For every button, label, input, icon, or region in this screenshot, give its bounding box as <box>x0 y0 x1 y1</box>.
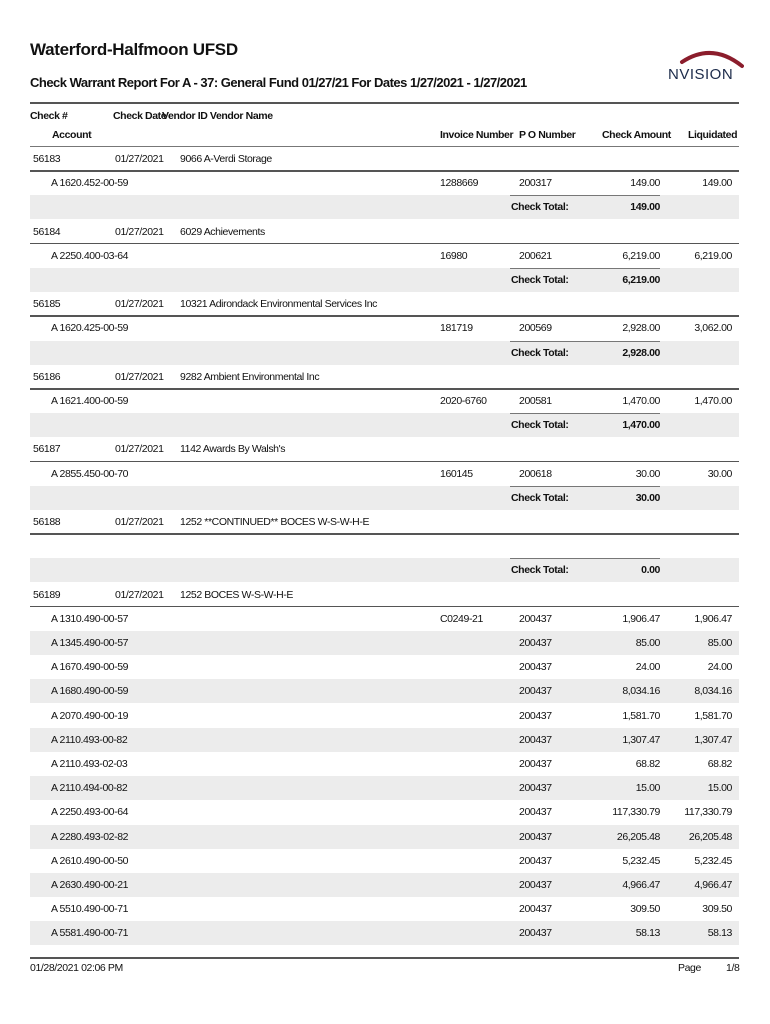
account-line-row <box>30 679 739 703</box>
account-line-row <box>30 873 739 897</box>
account-code: A 1621.400-00-59 <box>51 395 129 407</box>
po-number: 200618 <box>519 467 552 480</box>
check-total-amount: 0.00 <box>641 564 660 577</box>
liquidated-amount: 8,034.16 <box>694 685 732 698</box>
po-number: 200437 <box>519 612 552 625</box>
po-number: 200437 <box>519 709 552 722</box>
po-number: 200437 <box>519 685 552 698</box>
check-total-label: Check Total: <box>511 419 569 432</box>
check-total-row <box>30 341 739 365</box>
account-code: A 2070.490-00-19 <box>51 709 129 722</box>
check-date: 01/27/2021 <box>115 516 164 528</box>
liquidated-amount: 24.00 <box>707 661 732 674</box>
total-underline <box>510 195 660 196</box>
liquidated-amount: 26,205.48 <box>688 830 732 843</box>
check-total-label: Check Total: <box>511 491 569 504</box>
print-timestamp: 01/28/2021 02:06 PM <box>30 962 123 974</box>
check-amount: 68.82 <box>635 758 660 770</box>
col-header-po: P O Number <box>519 129 576 141</box>
col-header-vendor: Vendor ID Vendor Name <box>162 110 273 122</box>
invoice-number: 1288669 <box>440 177 479 190</box>
po-number: 200317 <box>519 177 552 190</box>
check-total-row <box>30 195 739 219</box>
check-amount: 58.13 <box>635 927 660 940</box>
liquidated-amount: 4,966.47 <box>694 879 732 891</box>
check-amount: 4,966.47 <box>622 879 660 891</box>
check-header-row <box>30 365 739 389</box>
liquidated-amount: 1,307.47 <box>694 733 732 746</box>
check-total-amount: 30.00 <box>635 491 660 504</box>
vendor-name: 10321 Adirondack Environmental Services Inc <box>180 298 378 311</box>
account-line-row <box>30 607 739 631</box>
po-number: 200437 <box>519 733 552 746</box>
account-line-row <box>30 752 739 776</box>
col-header-check-date: Check Date <box>113 110 167 122</box>
account-code: A 1310.490-00-57 <box>51 612 129 625</box>
check-amount: 24.00 <box>635 661 660 674</box>
logo-wordmark: NVISION <box>668 66 734 83</box>
liquidated-amount: 1,470.00 <box>694 395 732 407</box>
check-number: 56184 <box>33 225 61 238</box>
po-number: 200581 <box>519 395 552 407</box>
account-line-row <box>30 800 739 824</box>
po-number: 200437 <box>519 637 552 649</box>
check-total-amount: 6,219.00 <box>622 274 660 286</box>
account-line-row <box>30 655 739 679</box>
check-total-label: Check Total: <box>511 564 569 577</box>
check-amount: 85.00 <box>635 637 660 649</box>
check-amount: 5,232.45 <box>622 854 660 867</box>
check-amount: 6,219.00 <box>622 249 660 262</box>
check-total-row <box>30 486 739 510</box>
check-amount: 1,581.70 <box>622 709 660 722</box>
liquidated-amount: 68.82 <box>707 758 732 770</box>
account-code: A 1620.452-00-59 <box>51 177 129 190</box>
col-header-liquidated: Liquidated <box>688 129 738 141</box>
check-total-label: Check Total: <box>511 201 569 214</box>
account-line-row <box>30 897 739 921</box>
liquidated-amount: 1,581.70 <box>694 709 732 722</box>
vendor-name: 1142 Awards By Walsh's <box>180 443 286 456</box>
check-date: 01/27/2021 <box>115 443 164 456</box>
account-line-row <box>30 631 739 655</box>
page-number: 1/8 <box>726 962 740 974</box>
vendor-name: 9066 A-Verdi Storage <box>180 153 272 165</box>
liquidated-amount: 5,232.45 <box>694 854 732 867</box>
check-header-row <box>30 147 739 171</box>
account-code: A 5510.490-00-71 <box>51 903 129 916</box>
check-total-amount: 2,928.00 <box>622 346 660 359</box>
account-code: A 2630.490-00-21 <box>51 879 129 891</box>
check-amount: 2,928.00 <box>622 322 660 335</box>
check-date: 01/27/2021 <box>115 298 164 311</box>
total-underline <box>510 558 660 559</box>
invoice-number: 160145 <box>440 467 473 480</box>
total-underline <box>510 413 660 414</box>
check-header-row <box>30 292 739 316</box>
check-amount: 8,034.16 <box>622 685 660 698</box>
po-number: 200621 <box>519 249 552 262</box>
check-date: 01/27/2021 <box>115 225 164 238</box>
account-code: A 2110.493-00-82 <box>51 733 128 746</box>
check-number: 56183 <box>33 153 61 165</box>
check-amount: 30.00 <box>635 467 660 480</box>
account-line-row <box>30 316 739 340</box>
liquidated-amount: 117,330.79 <box>684 806 732 819</box>
po-number: 200437 <box>519 782 552 795</box>
col-header-check: Check # <box>30 110 68 122</box>
check-number: 56188 <box>33 516 61 528</box>
col-header-check-amount: Check Amount <box>602 129 671 141</box>
check-total-row <box>30 268 739 292</box>
check-header-row <box>30 437 739 461</box>
account-line-row <box>30 849 739 873</box>
vendor-name: 1252 **CONTINUED** BOCES W-S-W-H-E <box>180 516 370 528</box>
liquidated-amount: 6,219.00 <box>694 249 732 262</box>
check-total-label: Check Total: <box>511 346 569 359</box>
account-line-row <box>30 704 739 728</box>
check-amount: 1,307.47 <box>622 733 660 746</box>
vendor-name: 1252 BOCES W-S-W-H-E <box>180 588 293 601</box>
account-code: A 1345.490-00-57 <box>51 637 129 649</box>
liquidated-amount: 58.13 <box>707 927 732 940</box>
account-code: A 1670.490-00-59 <box>51 661 129 674</box>
col-header-invoice: Invoice Number <box>440 129 514 141</box>
account-code: A 2280.493-02-82 <box>51 830 129 843</box>
vendor-name: 6029 Achievements <box>180 225 265 238</box>
account-line-row <box>30 389 739 413</box>
nvision-logo <box>664 46 744 86</box>
total-underline <box>510 486 660 487</box>
check-date: 01/27/2021 <box>115 588 164 601</box>
account-code: A 5581.490-00-71 <box>51 927 129 940</box>
account-code: A 2110.494-00-82 <box>51 782 128 795</box>
account-code: A 2855.450-00-70 <box>51 467 129 480</box>
liquidated-amount: 1,906.47 <box>694 612 732 625</box>
account-code: A 2250.400-03-64 <box>51 249 129 262</box>
report-subtitle: Check Warrant Report For A - 37: General Fund 01/27/21 For Dates 1/27/2021 - 1/27/2021 <box>30 75 527 90</box>
po-number: 200569 <box>519 322 552 335</box>
check-amount: 117,330.79 <box>612 806 660 819</box>
header-divider <box>30 102 739 104</box>
check-amount: 149.00 <box>630 177 660 190</box>
account-line-row <box>30 776 739 800</box>
check-total-amount: 1,470.00 <box>622 419 660 432</box>
liquidated-amount: 85.00 <box>707 637 732 649</box>
account-code: A 1620.425-00-59 <box>51 322 129 335</box>
check-total-amount: 149.00 <box>630 201 660 214</box>
invoice-number: 16980 <box>440 249 468 262</box>
check-amount: 309.50 <box>630 903 660 916</box>
check-amount: 15.00 <box>635 782 660 795</box>
po-number: 200437 <box>519 830 552 843</box>
liquidated-amount: 309.50 <box>702 903 732 916</box>
po-number: 200437 <box>519 758 552 770</box>
account-line-row <box>30 921 739 945</box>
vendor-name: 9282 Ambient Environmental Inc <box>180 370 320 383</box>
liquidated-amount: 149.00 <box>702 177 732 190</box>
account-code: A 2250.493-00-64 <box>51 806 129 819</box>
check-header-row <box>30 583 739 607</box>
check-date: 01/27/2021 <box>115 370 164 383</box>
account-code: A 2110.493-02-03 <box>51 758 128 770</box>
account-line-row <box>30 244 739 268</box>
page-label: Page <box>678 962 701 974</box>
account-code: A 1680.490-00-59 <box>51 685 129 698</box>
total-underline <box>510 341 660 342</box>
check-total-row <box>30 558 739 582</box>
check-header-row <box>30 510 739 534</box>
check-divider <box>30 533 739 535</box>
account-code: A 2610.490-00-50 <box>51 854 129 867</box>
report-district-title: Waterford-Halfmoon UFSD <box>30 40 238 59</box>
check-number: 56186 <box>33 370 61 383</box>
invoice-number: 181719 <box>440 322 473 335</box>
logo-swoosh <box>682 53 742 66</box>
account-line-row <box>30 728 739 752</box>
check-number: 56185 <box>33 298 61 311</box>
liquidated-amount: 3,062.00 <box>694 322 732 335</box>
po-number: 200437 <box>519 927 552 940</box>
col-header-account: Account <box>52 129 92 141</box>
check-total-row <box>30 413 739 437</box>
po-number: 200437 <box>519 879 552 891</box>
check-amount: 26,205.48 <box>616 830 660 843</box>
po-number: 200437 <box>519 806 552 819</box>
total-underline <box>510 268 660 269</box>
liquidated-amount: 15.00 <box>707 782 732 795</box>
check-number: 56187 <box>33 443 61 456</box>
account-line-row <box>30 171 739 195</box>
check-amount: 1,906.47 <box>622 612 660 625</box>
liquidated-amount: 30.00 <box>707 467 732 480</box>
check-date: 01/27/2021 <box>115 153 164 165</box>
check-total-label: Check Total: <box>511 274 569 286</box>
po-number: 200437 <box>519 661 552 674</box>
check-header-row <box>30 220 739 244</box>
po-number: 200437 <box>519 903 552 916</box>
po-number: 200437 <box>519 854 552 867</box>
account-line-row <box>30 825 739 849</box>
invoice-number: 2020-6760 <box>440 395 487 407</box>
footer-divider <box>30 957 739 959</box>
check-amount: 1,470.00 <box>622 395 660 407</box>
invoice-number: C0249-21 <box>440 612 483 625</box>
check-number: 56189 <box>33 588 61 601</box>
account-line-row <box>30 462 739 486</box>
